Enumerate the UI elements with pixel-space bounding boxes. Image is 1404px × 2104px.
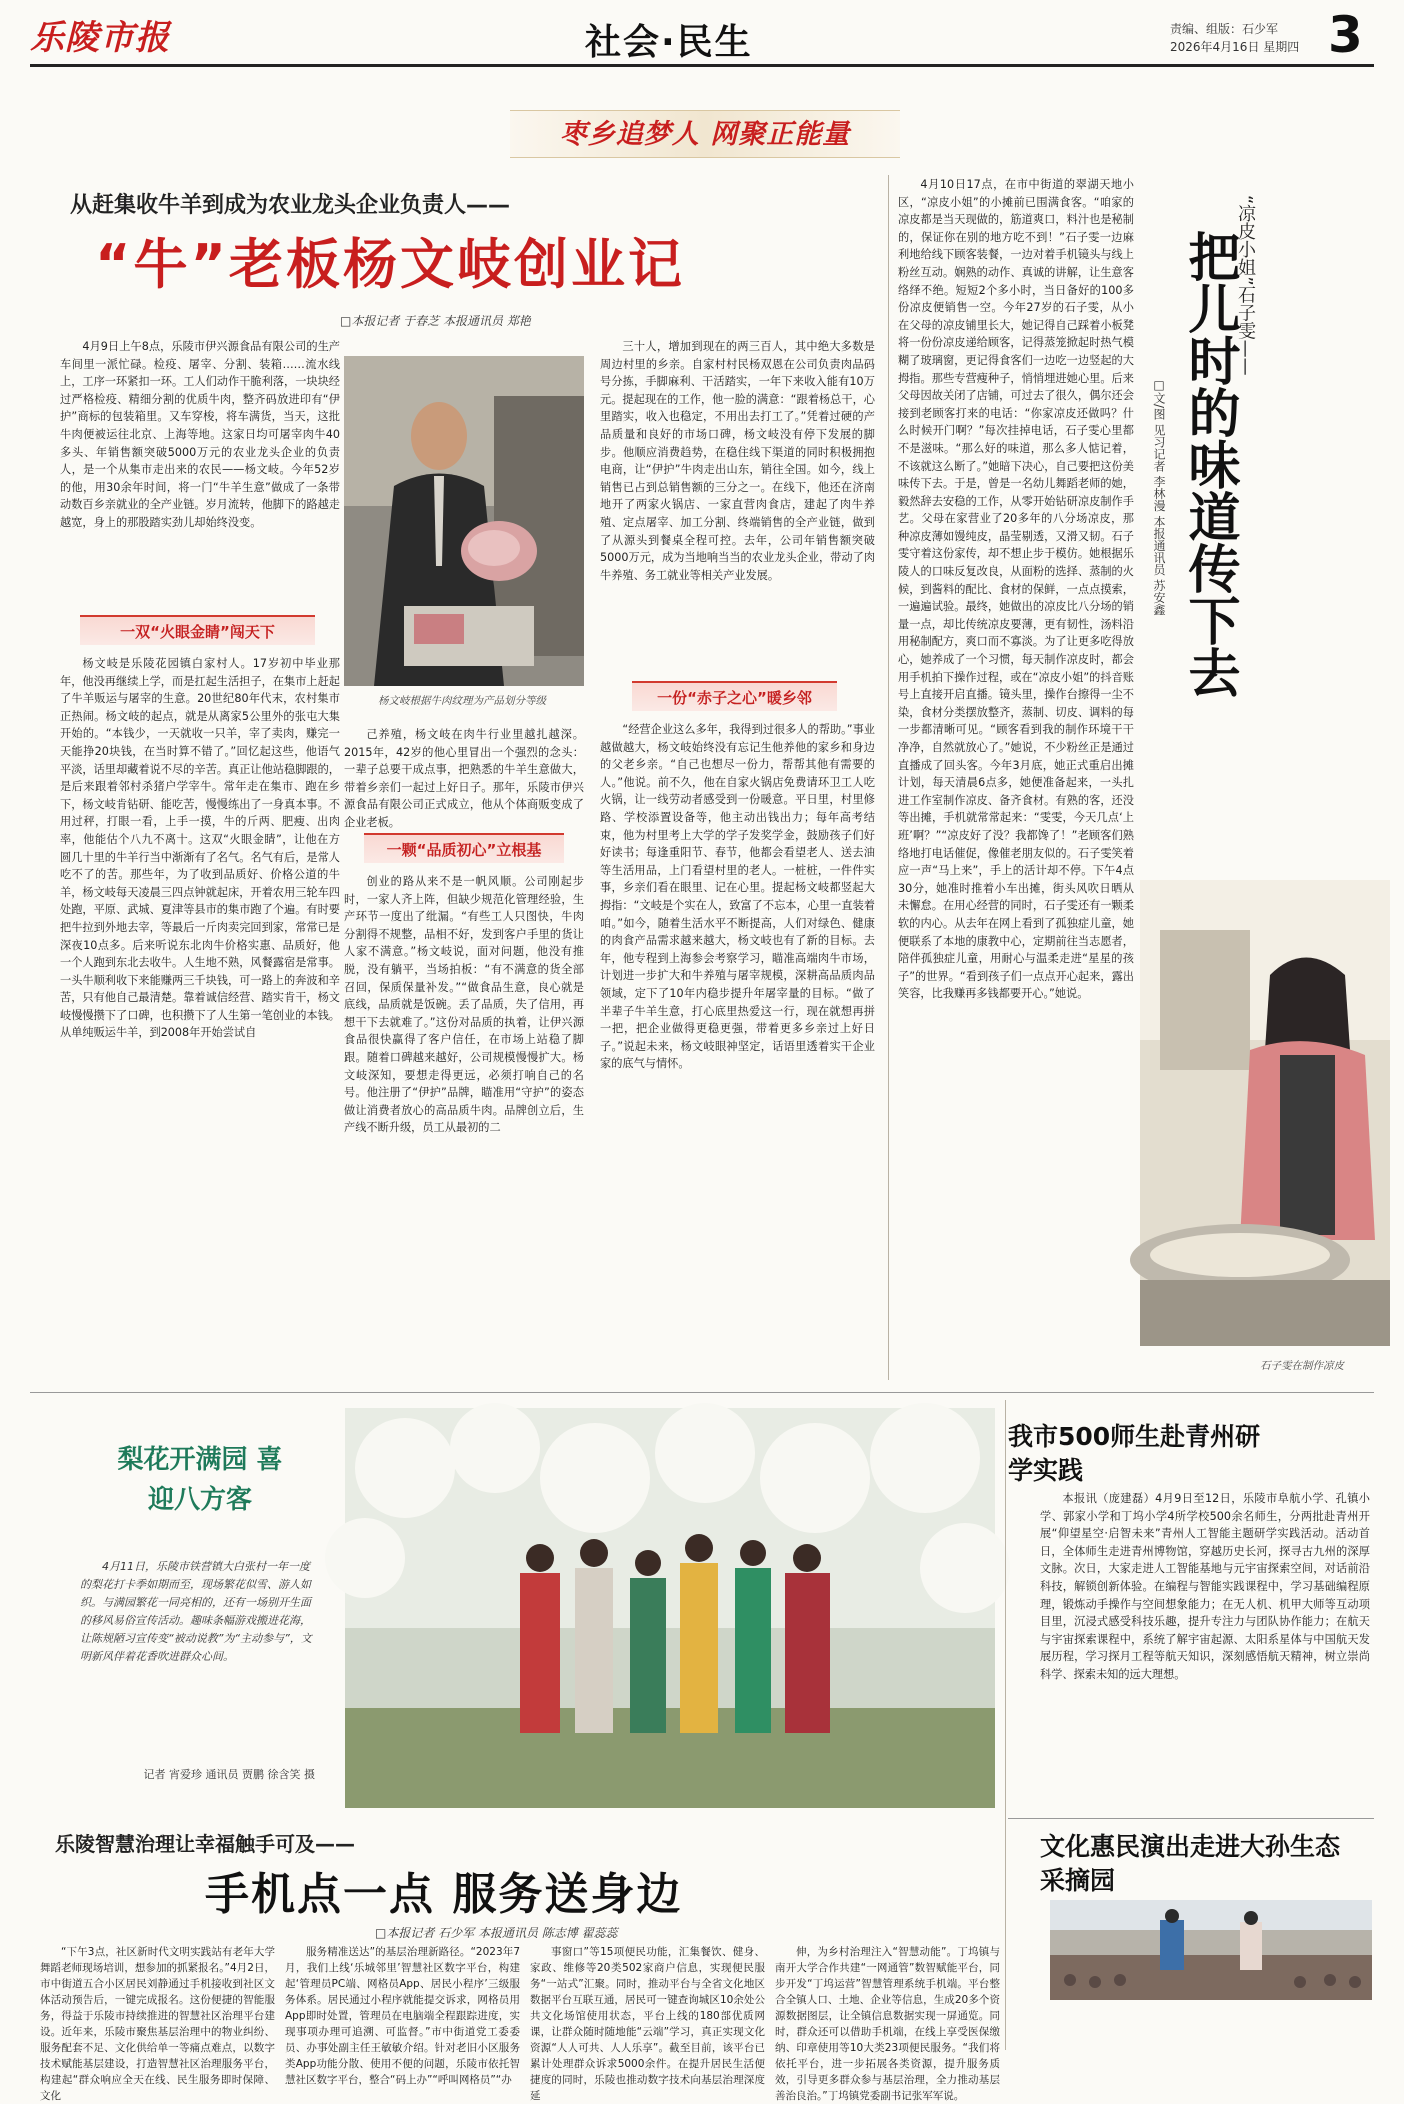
article3-photo	[345, 1408, 995, 1808]
column-divider	[888, 175, 889, 1380]
article4-title-text: 我市500师生赴青州研学实践	[1008, 1422, 1261, 1485]
article2-text: 4月10日17点，在市中街道的翠湖天地小区，“凉皮小姐”的小摊前已围满食客。“咱家的凉皮都是当天现做的，筋道爽口，料汁也是秘制的，保证你在别的地方吃不到！”石子雯一边麻利地给线下顾客装餐，一边对着手机镜头与线上粉丝互动。娴熟的动作、真诚的讲解，让生意客络绎不绝。短短2个多小时，当日备好的100多份凉皮便销售一空。今年27岁的石子雯，从小在父母的凉皮铺里长大，她记得自己踩着小板凳将一份份凉皮递给顾客，记得蒸笼掀起时热气模糊了玻璃窗，更记得食客们一边吃一边竖起的大拇指。那些专营瘦种子，悄悄埋进她心里。后来父母因故关闭了店铺，可过去了很久，偶尔还会接到老顾客打来的电话：“你家凉皮还做吗？什么时候开门啊？”每次挂掉电话，石子雯心里都不是滋味。“那么好的味道，那么多人惦记着，不该就这么断了。”她暗下决心，自己要把这份美味传下去。于是，曾是一名幼儿舞蹈老师的她，毅然辞去安稳的工作，从零开始钻研凉皮制作手艺。父母在家营业了20多年的八分场凉皮，那种凉皮薄如馒纯皮，晶莹剔透，又滑又韧。石子雯守着这份家传，却不想止步于模仿。她根据乐陵人的口味反复改良，从面粉的选择、蒸制的火候，到酱料的配比、食材的保鲜，一点点摸索，一遍遍试验。最终，她做出的凉皮比八分场的销量一点，却比传统凉皮要薄，更有韧性，汤料沿用秘制配方，爽口而不寡淡。为了让更多吃得放心，她养成了一个习惯，每天制作凉皮时，都会用手机拍下操作过程，或在“凉皮小姐”的抖音账号上直接开启直播。镜头里，操作台擦得一尘不染，食材分类摆放整齐，蒸制、切皮、调料的每一步都清晰可见。“顾客看到我的制作环境干干净净，自然就放心了。”她说，不少粉丝正是通过直播成了回头客。今年3月底，她正式重启出摊计划，每天清晨6点多，她便准备起来，一头扎进工作室制作凉皮、备齐食材。有熟的客，还没等出摊，手机就常常起来：“雯雯，今天几点‘上班’啊？”“凉皮好了没？我都馋了！”老顾客们熟络地打电话催促，像催老朋友似的。石子雯笑着应一声“马上来”，手上的活计却不停。下午4点30分，她准时推着小车出摊，街头风吹日晒从未懈怠。在用心经营的同时，石子雯还有一颗柔软的内心。从去年在网上看到了孤独症儿童，她便联系了本地的康教中心，定期前往当志愿者，陪伴孤独症儿童，用耐心与温柔走进“星星的孩子”的世界。“看到孩子们一点点开心起来，露出笑容，比我赚再多钱都要开心。”她说。	[898, 178, 1134, 1001]
article6-col3: 事窗口”等15项便民功能，汇集餐饮、健身、家政、维修等20类502家商户信息，实现便民服务“一站式”汇聚。同时，推动平台与全省文化地区数据平台互联互通，居民可一键查询城区10余处公共文化场馆使用状态，平台上线的180部优质网课，让群众随时随地能“云端”学习，真正实现文化资源“人人可共、人人乐享”。截至目前，该平台已累计处理群众诉求5000余件。在提升居民生活便捷度的同时，乐陵也推动数字技术向基层治理深度延	[530, 1946, 765, 2102]
article1-col1b: 杨文岐是乐陵花园镇白家村人。17岁初中毕业那年，他没再继续上学，而是扛起生活担子，在集市上赶起了牛羊贩运与屠宰的生意。20世纪80年代末，农村集市正热闹。杨文岐的起点，就是从离家5公里外的张屯大集开始的。“本钱少，一天就收一只羊，宰了卖肉，赚完一天能挣20块钱，在当时算不错了。”回忆起这些，他语气平淡，话里却藏着说不尽的辛苦。真正让他站稳脚跟的，是后来跟着邻村杀猪户学宰牛。常年走在集市、跑在乡下，杨文岐肯钻研、能吃苦，慢慢练出了一身真本事。不用过秤，打眼一看，上手一摸，牛的斤两、肥瘦、出肉率，他能估个八九不离十。这双“火眼金睛”，让他在方圆几十里的牛羊行当中渐渐有了名气。名气有后，是常人吃不了的苦。那些年，为了收到品质好、价格公道的牛羊，杨文岐每天凌晨三四点钟就起床，开着农用三轮车四处跑，平原、武城、夏津等县市的集市跑了个遍。有时要把牛拉到外地去宰，等最后一斤肉卖完回到家，常常已是深夜10点多。后来听说东北肉牛价格实惠、品质好，他一个人跑到东北去收牛。人生地不熟，风餐露宿是常事。一头牛顺利收下来能赚两三千块钱，可一路上的奔波和辛苦，只有他自己最清楚。靠着诚信经营、踏实肯干，杨文岐慢慢攒下了口碑，也积攒下了人生第一笔创业的本钱。从单纯贩运牛羊，到2008年开始尝试自	[60, 657, 340, 1040]
editor-credit: 责编、组版：石少军	[1170, 22, 1279, 36]
article6-title: 手机点一点 服务送身边	[205, 1869, 683, 1920]
article6-kicker: 乐陵智慧治理让幸福触手可及——	[55, 1832, 355, 1856]
masthead-rule	[30, 64, 1374, 67]
article6-col1: “下午3点，社区新时代文明实践站有老年大学舞蹈老师现场培训，想参加的抓紧报名。”4月2日，市中街道五合小区居民刘静通过手机接收到社区文体活动预告后，一键完成报名。这份便捷的智能服务，得益于乐陵市持续推进的智慧社区治理平台建设。近年来，乐陵市聚焦基层治理中的物业纠纷、服务配套不足、文化供给单一等痛点难点，以数字技术赋能基层建设，打造智慧社区治理服务平台，构建起“群众响应全天在线、民生服务即时保障、文化	[40, 1946, 275, 2102]
article4-title	[1008, 1420, 1278, 1488]
article1-title: “牛”老板杨文岐创业记	[95, 233, 685, 296]
article3-credit: 记者 宵爱珍 通讯员 贾鹏 徐含笑 摄	[143, 1768, 315, 1781]
butcher-photo-illustration	[344, 356, 584, 686]
article5-photo	[1050, 1900, 1372, 2000]
section-title: 社会·民生	[585, 22, 753, 63]
article6-byline: □本报记者 石少军 本报通讯员 陈志博 翟蕊蕊	[375, 1926, 618, 1940]
article6-col2: 服务精准送达”的基层治理新路径。“2023年7月，我们上线‘乐城邻里’智慧社区数字平台，构建起‘管理员PC端、网格员App、居民小程序’三级服务体系。居民通过小程序就能提交诉求，网格员用App即时处置，管理员在电脑端全程跟踪进度，实现事项办理可追溯、可监督。”市中街道党工委委员、办事处副主任王敏敏介绍。针对老旧小区服务类App功能分散、使用不便的问题，乐陵市依托智慧社区数字平台，整合“码上办”“呼叫网格员”“办	[285, 1946, 520, 2086]
article1-byline: □本报记者 于春芝 本报通讯员 郑艳	[340, 314, 531, 328]
article6-col4: 伸，为乡村治理注入“智慧动能”。丁坞镇与南开大学合作共建“一网通管”数智赋能平台，同步开发“丁坞运营”智慧管理系统手机端。平台整合全镇人口、土地、企业等信息，生成20多个资源数据图层，让全镇信息数据实现一屏通览。同时，群众还可以借助手机端，在线上享受医保缴纳、印章使用等10大类23项便民服务。“我们将依托平台，进一步拓展各类资源，提升服务质效，引导更多群众参与基层治理，全力推动基层善治良治。”丁坞镇党委副书记张军军说。	[775, 1946, 1000, 2102]
section-rule	[30, 1392, 1374, 1393]
article1-col3a: 三十人，增加到现在的两三百人，其中绝大多数是周边村里的乡亲。自家村村民杨双恩在公司负责肉品码号分拣，手脚麻利、干活踏实，一年下来收入能有10万元。提起现在的工作，他一脸的满意：“跟着杨总干，心里踏实，收入也稳定，不用出去打工了。”凭着过硬的产品质量和良好的市场口碑，杨文岐没有停下发展的脚步。他顺应消费趋势，在稳住线下渠道的同时积极拥抱电商，让“伊护”牛肉走出山东，销往全国。如今，线上销售已占到总销售额的三分之一。在线下，他还在济南地开了两家火锅店、一家直营肉食店，建起了肉牛养殖、定点屠宰、加工分割、终端销售的全产业链，做到了从源头到餐桌全程可控。去年，公司年销售额突破5000万元，成为当地响当当的农业龙头企业，带动了肉牛养殖、务工就业等相关产业发展。	[600, 340, 875, 582]
issue-date: 2026年4月16日 星期四	[1170, 40, 1300, 54]
article2-photo-caption: 石子雯在制作凉皮	[1260, 1360, 1344, 1372]
article1-photo	[344, 356, 584, 686]
section-rule-right	[1008, 1818, 1374, 1819]
banner-text: 枣乡追梦人 网聚正能量	[559, 119, 851, 150]
article1-kicker: 从赶集收牛羊到成为农业龙头企业负责人——	[70, 193, 511, 218]
page-number: 3	[1328, 6, 1363, 64]
article5-title	[1040, 1830, 1360, 1898]
article1-subhead3: 一份“赤子之心”暖乡邻	[632, 681, 837, 711]
article2-photo	[1140, 880, 1390, 1346]
section-banner	[510, 110, 900, 158]
article3-title: 梨花开满园 喜迎八方客	[117, 1445, 283, 1515]
article1-subhead2: 一颗“品质初心”立根基	[364, 833, 564, 863]
article1-photo-caption: 杨文岐根据牛肉纹理为产品划分等级	[378, 695, 546, 707]
article2-byline: □文/图 见习记者 李林漫 本报通讯员 苏安鑫	[1152, 378, 1166, 616]
article1-col1: 4月9日上午8点，乐陵市伊兴源食品有限公司的生产车间里一派忙碌。检疫、屠宰、分割、装箱……流水线上，工序一环紧扣一环。工人们动作干脆利落，一块块经过严格检疫、精细分割的优质牛肉，整齐码放进印有“伊护”商标的包装箱里。又车穿梭，将车满货，当天，这批牛肉便被运往北京、上海等地。这家日均可屠宰肉牛40多头、年销售额突破5000万元的农业龙头企业的负责人，是一个从集市走出来的农民——杨文岐。今年52岁的他，用30余年时间，将一门“牛羊生意”做成了一条带动数百乡亲就业的全产业链。岁月流转，他脚下的路越走越宽，身上的那股踏实劲儿却始终没变。	[60, 340, 340, 529]
article5-title-text: 文化惠民演出走进大孙生态采摘园	[1040, 1832, 1341, 1895]
article1-subhead1: 一双“火眼金睛”闯天下	[80, 615, 315, 645]
article2-kicker: “凉皮小姐”石子雯——	[1235, 195, 1256, 376]
article2-title: 把儿时的味道传下去	[1179, 230, 1239, 698]
column-divider-bottom	[1005, 1400, 1006, 2050]
masthead-logo: 乐陵市报	[30, 18, 170, 58]
article3-caption: 4月11日，乐陵市铁营镇大白张村一年一度的梨花打卡季如期而至，现场繁花似雪、游人如织。与满园繁花一同亮相的，还有一场别开生面的移风易俗宣传活动。趣味条幅游戏搬进花海，让陈规陋习宣传变“被动说教”为“主动参与”，文明新风伴着花香吹进群众心间。	[80, 1560, 312, 1663]
article1-col2b: 己养殖，杨文岐在肉牛行业里越扎越深。2015年，42岁的他心里冒出一个强烈的念头：一辈子总要干成点事，把熟悉的牛羊生意做大，带着乡亲们一起过上好日子。那年，乐陵市伊兴源食品有限公司正式成立，他从个体商贩变成了企业老板。	[344, 728, 584, 829]
pear-blossom-photo-illustration	[345, 1408, 995, 1808]
article1-col3b: “经营企业这么多年，我得到过很多人的帮助。”事业越做越大，杨文岐始终没有忘记生他养他的家乡和身边的父老乡亲。“自己也想尽一份力，帮帮其他有需要的人。”他说。前不久，他在自家火锅店免费请环卫工人吃火锅，让一线劳动者感受到一份暖意。平日里，村里修路、学校添置设备等，他主动出钱出力；每年高考结束，他为村里考上大学的学子发奖学金，鼓励孩子们好好读书；每逢重阳节、春节，他都会看望老人、送去油等生活用品，上门看望村里的老人。一桩桩，一件件实事，乡亲们看在眼里、记在心里。提起杨文岐都竖起大拇指：“文岐是个实在人，致富了不忘本，心里一直装着咱。”如今，随着生活水平不断提高，人们对绿色、健康的肉食产品需求越来越大，杨文岐也有了新的目标。去年，他专程到上海参会考察学习，瞄准高端肉牛市场，计划进一步扩大和牛养殖与屠宰规模，深耕高品质肉品领域，定下了10年内稳步提升年屠宰量的目标。“做了半辈子牛羊生意，打心底里热爱这一行，现在就想再拼一把，把企业做得更稳更强，带着更多乡亲过上好日子。”说起未来，杨文岐眼神坚定，话语里透着实干企业家的底气与情怀。	[600, 723, 875, 1071]
article4-body: 本报讯（庞建磊）4月9日至12日，乐陵市阜航小学、孔镇小学、郭家小学和丁坞小学4所学校500余名师生，分两批赴青州开展“仰望星空·启智未来”青州人工智能主题研学实践活动。活动首日，全体师生走进青州博物馆，穿越历史长河，探寻古九州的深厚文脉。次日，大家走进人工智能基地与元宇宙探索空间，对话前沿科技，解锁创新体验。在编程与智能实践课程中，学习基础编程原理，锻炼动手操作与空间想象能力；在无人机、机甲大师等互动项目里，沉浸式感受科技乐趣，提升专注力与团队协作能力；在航天与宇宙探索课程中，系统了解宇宙起源、太阳系星体与中国航天发展历程，学习探月工程等航天知识，深刻感悟航天精神，树立崇尚科学、探索未知的远大理想。	[1040, 1492, 1370, 1681]
masthead	[0, 0, 1404, 70]
article1-col2c: 创业的路从来不是一帆风顺。公司刚起步时，一家人齐上阵，但缺少规范化管理经验，生产环节一度出了纰漏。“有些工人只图快，牛肉分割得不规整，品相不好，发到客户手里的货让人家不满意。”杨文岐说，面对问题，他没有推脱，没有躺平，当场拍板：“有不满意的货全部召回，保质保量补发。”“做食品生意，良心就是底线，品质就是饭碗。丢了品质，失了信用，再想干下去就难了。”这份对品质的执着，让伊兴源食品很快赢得了客户信任，在市场上站稳了脚跟。随着口碑越来越好，公司规模慢慢扩大。杨文岐深知，要想走得更远，必须打响自己的名号。他注册了“伊护”品牌，瞄准用“守护”的姿态做让消费者放心的高品质牛肉。品牌创立后，生产线不断升级，员工从最初的二	[344, 875, 584, 1135]
opera-stage-illustration	[1050, 1900, 1372, 2000]
liangpi-photo-illustration	[1140, 880, 1390, 1346]
